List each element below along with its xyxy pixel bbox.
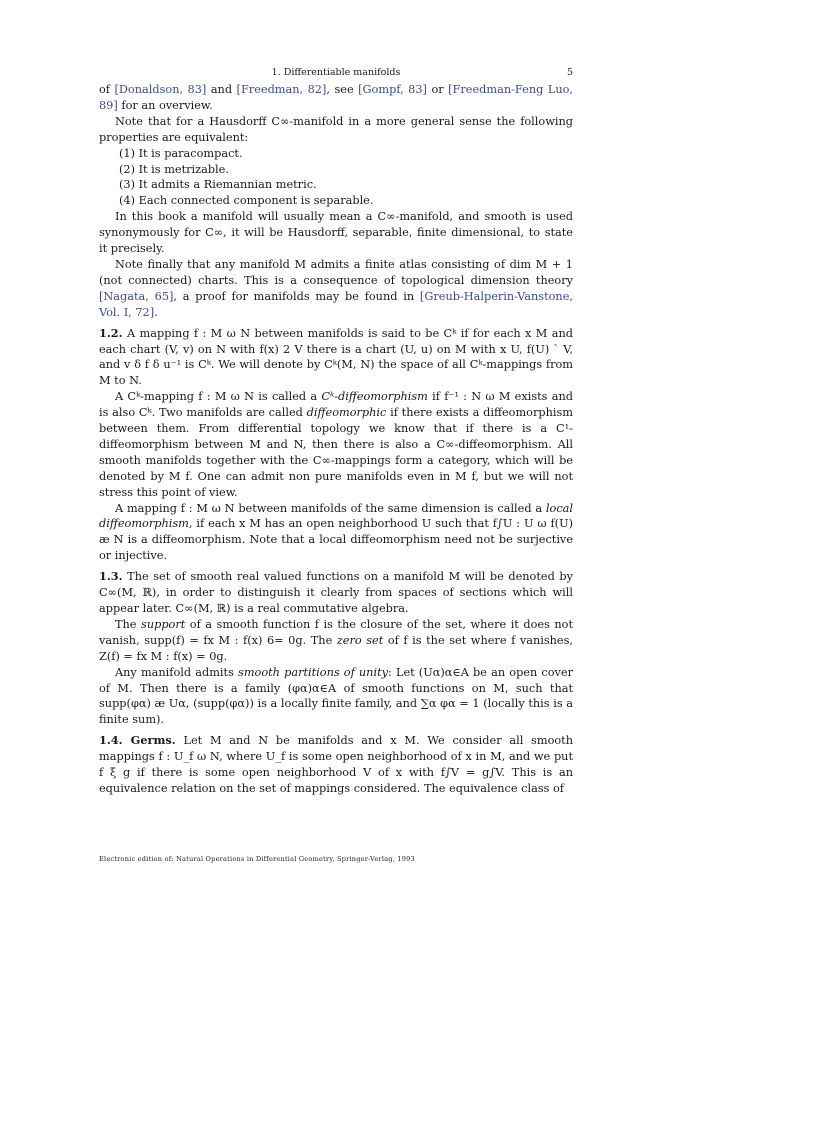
- running-header: [99, 62, 573, 82]
- running-title: 1. Differentiable manifolds: [271, 67, 401, 78]
- paragraph: [99, 617, 573, 665]
- paragraph: [99, 501, 573, 565]
- text-run: of a smooth function f is the closure of the set, where it does not vanish, supp(f) = fx M : f(x) 6= 0g. The: [99, 617, 573, 647]
- text-run: In this book a manifold will usually mean a C∞-manifold, and smooth is used synonymously for C∞, it will be Hausdorff, separable, finite dimensional, to state it precisely.: [99, 210, 573, 256]
- text-run: A Cᵏ-mapping f : M ω N is called a: [115, 390, 322, 404]
- text-run: and: [206, 83, 237, 96]
- paragraph: [99, 257, 573, 321]
- text-run: Any manifold admits: [115, 665, 239, 679]
- section-paragraph: [99, 733, 573, 797]
- footer-note: Electronic edition of: Natural Operations in Differential Geometry, Springer-Verlag, 1993: [99, 855, 415, 863]
- text-run: The: [115, 617, 142, 631]
- paragraph: [99, 665, 573, 729]
- text-run: , a proof for manifolds may be found in: [173, 289, 420, 303]
- text-run: : Let (Uα)α∈A be an open cover of M. Then there is a family (φα)α∈A of smooth functions on M, such that supp(φα) æ Uα, (supp(φα)) is a locally finite family, and ∑α φα = 1 (locally this is a finite sum).: [99, 665, 573, 727]
- emphasized-term: diffeomorphic: [306, 406, 387, 420]
- body-text: [99, 82, 573, 797]
- section-number: 1.3.: [99, 569, 123, 584]
- text-run: of f is the set where f vanishes, Z(f) = fx M : f(x) = 0g.: [99, 633, 573, 663]
- section-number: 1.2.: [99, 325, 123, 340]
- text-run: , see: [326, 83, 359, 96]
- emphasized-term: local diffeomorphism: [99, 501, 573, 531]
- text-run: or: [426, 83, 449, 96]
- section-number: 1.4. Germs.: [99, 733, 176, 748]
- text-run: Note that for a Hausdorff C∞-manifold in a more general sense the following properties are equivalent:: [99, 114, 573, 144]
- page-number: 5: [566, 67, 573, 78]
- section-paragraph: [99, 326, 573, 390]
- citation-link[interactable]: [Gompf, 83]: [358, 83, 427, 96]
- section-paragraph: [99, 569, 573, 617]
- text-run: for an overview.: [117, 98, 213, 112]
- paragraph: [99, 209, 573, 257]
- citation-link[interactable]: [Greub-Halperin-Vanstone, Vol. I, 72]: [99, 289, 573, 319]
- text-run: Let M and N be manifolds and x M. We consider all smooth mappings f : U_f ω N, where U_f is some open neighborhood of x in M, and we put f ξ g if there is some open neighborhood V of x with f∫V = g∫V. This is an equivalence relation on the set of mappings considered. The equivalence class of: [99, 734, 573, 795]
- text-run: of: [99, 83, 115, 96]
- emphasized-term: zero set: [336, 633, 384, 647]
- paragraph: [99, 114, 573, 146]
- text-run: A mapping f : M ω N between manifolds of the same dimension is called a: [115, 501, 546, 515]
- property-list: [99, 146, 573, 210]
- paragraph: [99, 82, 573, 114]
- emphasized-term: support: [141, 617, 186, 631]
- text-run: The set of smooth real valued functions on a manifold M will be denoted by C∞(M, ℝ), in order to distinguish it clearly from spaces of sections which will appear later. C∞(M, ℝ) is a real commutative algebra.: [99, 570, 573, 615]
- text-run: if f⁻¹ : N ω M exists and is also Cᵏ. Two manifolds are called: [99, 390, 573, 420]
- text-run: A mapping f : M ω N between manifolds is said to be Cᵏ if for each x M and each chart (V, v) on N with f(x) 2 V there is a chart (U, u) on M with x U, f(U) ` V, and v δ f δ u⁻¹ is Cᵏ. We will denote by Cᵏ(M, N) the space of all Cᵏ-mappings from M to N.: [99, 326, 573, 388]
- text-run: .: [154, 305, 158, 319]
- list-item: (3) It admits a Riemannian metric.: [119, 178, 317, 192]
- list-item: (4) Each connected component is separable.: [119, 194, 374, 208]
- list-item: (2) It is metrizable.: [119, 162, 229, 176]
- citation-link[interactable]: [Donaldson, 83]: [114, 83, 207, 96]
- page: [99, 62, 573, 797]
- citation-link[interactable]: [Freedman-Feng Luo, 89]: [99, 83, 573, 112]
- emphasized-term: smooth partitions of unity: [238, 665, 388, 679]
- text-run: Note finally that any manifold M admits a finite atlas consisting of dim M + 1 (not connected) charts. This is a consequence of topological dimension theory: [99, 257, 573, 287]
- paragraph: [99, 389, 573, 500]
- emphasized-term: Cᵏ-diffeomorphism: [321, 390, 428, 404]
- text-run: , if each x M has an open neighborhood U such that f∫U : U ω f(U) æ N is a diffeomorphism. Note that a local diffeomorphism need not be surjective or injective.: [99, 517, 573, 563]
- list-item: (1) It is paracompact.: [119, 146, 243, 160]
- citation-link[interactable]: [Nagata, 65]: [99, 289, 174, 303]
- citation-link[interactable]: [Freedman, 82]: [236, 83, 327, 96]
- text-run: if there exists a diffeomorphism between them. From differential topology we know that if there is a C¹-diffeomorphism between M and N, then there is also a C∞-diffeomorphism. All smooth manifolds together with the C∞-mappings form a category, which will be denoted by M f. One can admit non pure manifolds even in M f, but we will not stress this point of view.: [99, 406, 573, 499]
